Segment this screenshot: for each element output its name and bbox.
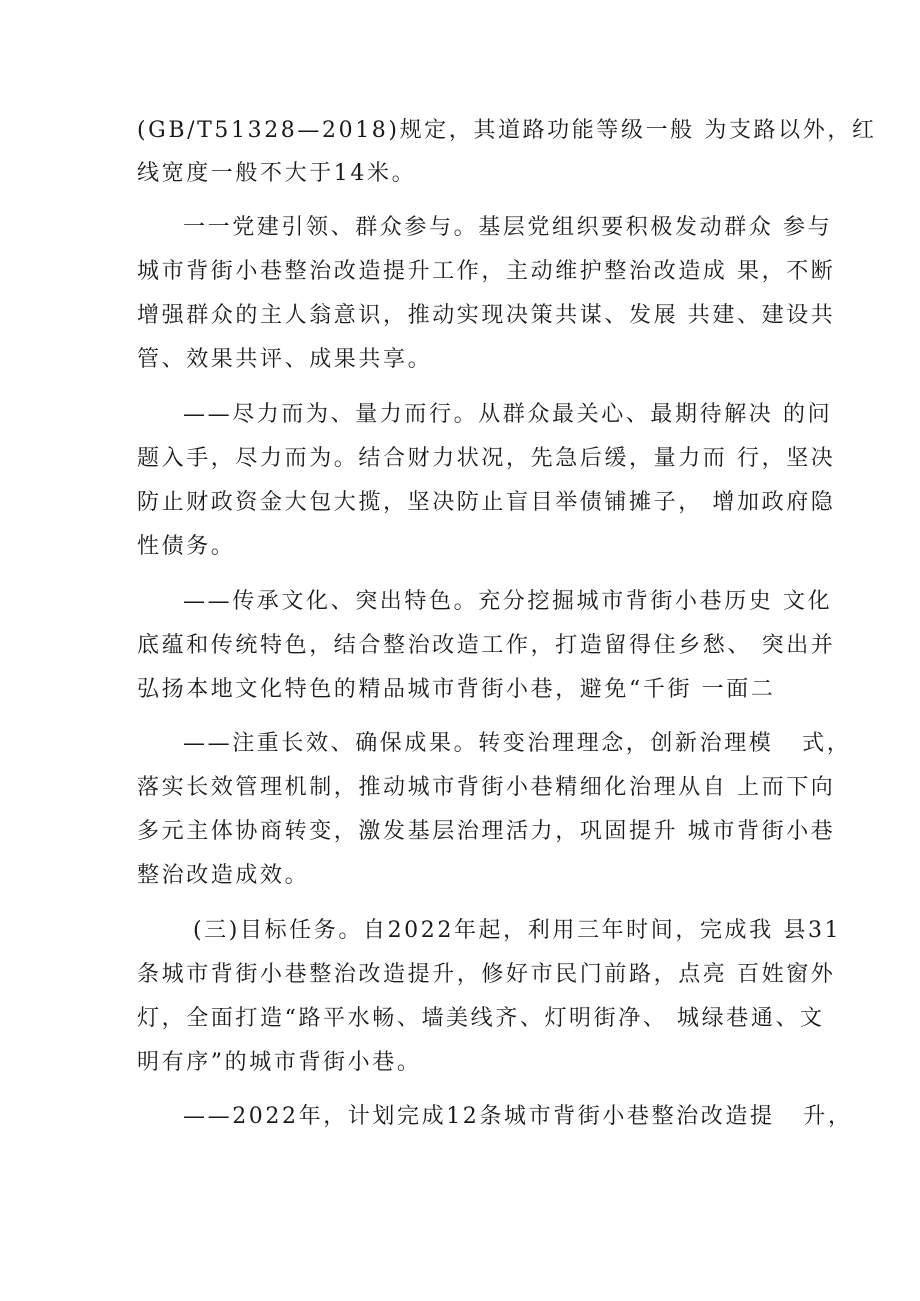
text-line: (三)目标任务。自2022年起，利用三年时间，完成我 县31 [193,918,842,943]
text-line: 防止财政资金大包大揽，坚决防止盲目举债铺摊子， 增加政府隐 [137,490,836,515]
text-line: 整治改造成效。 [137,863,310,888]
text-line: 一一党建引领、群众参与。基层党组织要积极发动群众 参与 [183,215,833,240]
text-line: 条城市背街小巷整治改造提升，修好市民门前路，点亮 百姓窗外 [137,962,836,987]
text-line: 城市背街小巷整治改造提升工作，主动维护整治改造成 果，不断 [137,259,836,284]
text-line: 落实长效管理机制，推动城市背街小巷精细化治理从自 上而下向 [137,775,836,800]
text-line: 增强群众的主人翁意识，推动实现决策共谋、发展 共建、建设共 [137,303,836,328]
text-line: ——注重长效、确保成果。转变治理理念，创新治理模 式， [183,731,852,756]
text-line: ——传承文化、突出特色。充分挖掘城市背街小巷历史 文化 [183,589,833,614]
text-line: 底蕴和传统特色，结合整治改造工作，打造留得住乡愁、 突出并 [137,633,836,658]
text-line: 题入手，尽力而为。结合财力状况，先急后缓，量力而 行，坚决 [137,446,836,471]
text-line: 多元主体协商转变，激发基层治理活力，巩固提升 城市背街小巷 [137,819,836,844]
text-line: 管、效果共评、成果共享。 [137,347,433,372]
text-line: ——尽力而为、量力而行。从群众最关心、最期待解决 的问 [183,402,833,427]
text-line: 弘扬本地文化特色的精品城市背街小巷，避免“千街 一面二 [137,677,776,702]
text-line: 线宽度一般不大于14米。 [137,161,417,186]
text-line: 明有序”的城市背街小巷。 [137,1050,422,1075]
text-line: ——2022年，计划完成12条城市背街小巷整治改造提 升， [183,1104,853,1129]
text-line: (GB/T51328—2018)规定，其道路功能等级一般 为支路以外，红 [137,118,877,143]
text-line: 性债务。 [137,534,236,559]
text-line: 灯，全面打造“路平水畅、墙美线齐、灯明街净、 城绿巷通、文 [137,1006,825,1031]
